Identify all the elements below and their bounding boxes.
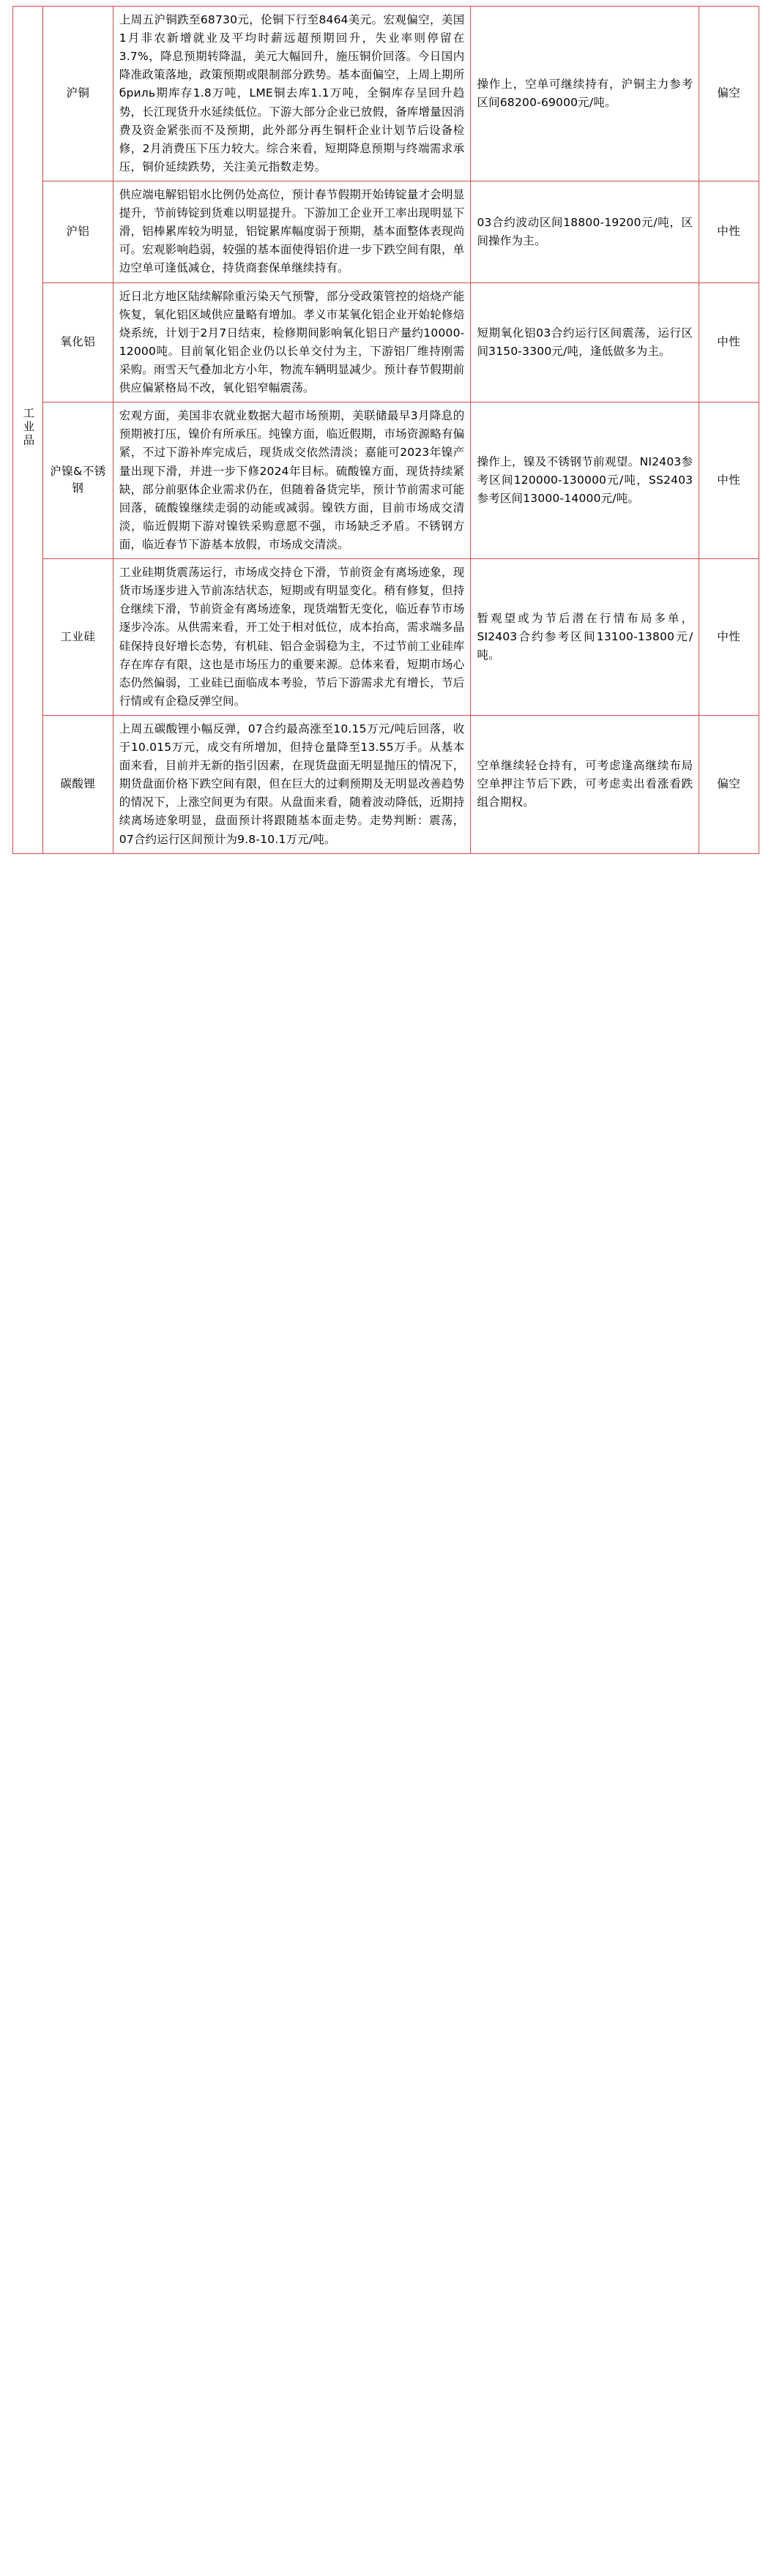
row-view-cell xyxy=(699,282,759,402)
row-name-cell xyxy=(43,7,113,181)
row-view-cell xyxy=(699,181,759,282)
row-analysis-cell xyxy=(113,282,471,402)
row-name-cell xyxy=(43,181,113,282)
row-operation-cell xyxy=(471,559,699,716)
row-name-cell xyxy=(43,715,113,853)
commodity-name: 沪镍&不锈钢 xyxy=(50,464,106,495)
analysis-text: 近日北方地区陆续解除重污染天气预警，部分受政策管控的焙烧产能恢复，氧化铝区域供应量略有增加。孝义市某氧化铝企业开始轮修焙烧系统，计划于2月7日结束，检修期间影响氧化铝日产量约10000-12000吨。目前氧化铝企业仍以长单交付为主，下游铝厂维持刚需采购。雨雪天气叠加北方小年，物流车辆明显减少。预计春节假期前供应偏紧格局不改，氧化铝窄幅震荡。 xyxy=(119,289,465,395)
row-analysis-cell xyxy=(113,181,471,282)
table-row xyxy=(12,715,759,853)
report-table-body xyxy=(12,7,759,854)
operation-text: 03合约波动区间18800-19200元/吨，区间操作为主。 xyxy=(477,215,693,247)
row-name-cell xyxy=(43,559,113,716)
view-label: 中性 xyxy=(717,473,741,487)
analysis-text: 工业硅期货震荡运行，市场成交持仓下滑，节前资金有离场迹象，现货市场逐步进入节前冻结状态，短期或有明显变化。稍有修复，但持仓继续下滑，节前资金有离场迹象，现货端暂无变化，临近春节市场逐步冷冻。从供需来看，开工处于相对低位，成本抬高，需求端多晶硅保持良好增长态势，有机硅、铝合金弱稳为主，不过节前工业硅库存在库存有限，这也是市场压力的重要来源。总体来看，短期市场心态仍然偏弱，工业硅已面临成本考验，节后下游需求尤有增长，节后行情或有企稳反弹空间。 xyxy=(119,566,465,708)
row-operation-cell xyxy=(471,402,699,559)
row-analysis-cell xyxy=(113,715,471,853)
row-operation-cell xyxy=(471,181,699,282)
table-row xyxy=(12,282,759,402)
commodity-name: 沪铝 xyxy=(66,225,90,239)
commodity-name: 沪铜 xyxy=(66,86,90,100)
row-view-cell xyxy=(699,7,759,181)
operation-text: 暂观望或为节后潜在行情布局多单，SI2403合约参考区间13100-13800元/吨。 xyxy=(477,611,693,662)
view-label: 偏空 xyxy=(717,86,741,100)
commodity-name: 工业硅 xyxy=(60,629,96,643)
row-view-cell xyxy=(699,402,759,559)
row-name-cell xyxy=(43,282,113,402)
row-analysis-cell xyxy=(113,7,471,181)
analysis-text: 上周五碳酸锂小幅反弹，07合约最高涨至10.15万元/吨后回落，收于10.015万元，成交有所增加，但持仓量降至13.55万手。从基本面来看，目前并无新的指引因素，在现货盘面无明显抛压的情况下，期货盘面价格下跌空间有限，但在巨大的过剩预期及无明显改善趋势的情况下，上涨空间更为有限。从盘面来看，随着波动降低，近期持续离场迹象明显，盘面预计将跟随基本面走势。走势判断：震荡，07合约运行区间预计为9.8-10.1万元/吨。 xyxy=(119,722,465,846)
view-label: 中性 xyxy=(717,225,741,239)
row-name-cell xyxy=(43,402,113,559)
view-label: 偏空 xyxy=(717,777,741,791)
operation-text: 短期氧化铝03合约运行区间震荡，运行区间3150-3300元/吨，逢低做多为主。 xyxy=(477,326,693,358)
row-operation-cell xyxy=(471,715,699,853)
row-operation-cell xyxy=(471,7,699,181)
commodity-name: 氧化铝 xyxy=(60,335,96,349)
commodity-name: 碳酸锂 xyxy=(60,777,96,791)
commodity-report-table xyxy=(12,6,759,854)
table-row xyxy=(12,7,759,181)
analysis-text: 宏观方面，美国非农就业数据大超市场预期，美联储最早3月降息的预期被打压，镍价有所承压。纯镍方面，临近假期，市场资源略有偏紧，不过下游补库完成后，现货成交依然清淡；嘉能可2023年镍产量出现下滑，并进一步下修2024年目标。硫酸镍方面，现货持续紧缺，部分前驱体企业需求仍在，但随着备货完毕，预计节前需求可能回落，硫酸镍继续走弱的动能或减弱。镍铁方面，目前市场成交清淡，临近假期下游对镍铁采购意愿不强，市场缺乏矛盾。不锈钢方面，临近春节下游基本放假，市场成交清淡。 xyxy=(119,409,465,551)
analysis-text: 供应端电解铝铝水比例仍处高位，预计春节假期开始铸锭量才会明显提升，节前铸锭到货难以明显提升。下游加工企业开工率出现明显下滑，铝棒累库较为明显，铝锭累库幅度弱于预期，基本面整体表现尚可。宏观影响趋弱，较强的基本面使得铝价进一步下跌空间有限，单边空单可逢低减仓，持货商套保单继续持有。 xyxy=(119,187,465,275)
table-row xyxy=(12,559,759,716)
row-view-cell xyxy=(699,559,759,716)
category-group-cell xyxy=(12,7,43,854)
analysis-text: 上周五沪铜跌至68730元，伦铜下行至8464美元。宏观偏空，美国1月非农新增就业及平均时薪远超预期回升，失业率则停留在3.7%，降息预期转降温，美元大幅回升，施压铜价回落。今日国内降准政策落地，政策预期或限制部分跌势。基本面偏空，上周上期所бриль期库存1.8万吨，LME铜去库1.1万吨，全铜库存呈回升趋势，长江现货升水延续低位。下游大部分企业已放假，备库增量因消费及资金紧张而不及预期，此外部分再生铜杆企业计划节后设备检修，2月消费压下压力较大。综合来看，短期降息预期与终端需求承压，铜价延续跌势，关注美元指数走势。 xyxy=(119,13,465,173)
view-label: 中性 xyxy=(717,335,741,349)
table-row xyxy=(12,402,759,559)
category-group-label: 工业品 xyxy=(21,406,35,448)
row-analysis-cell xyxy=(113,402,471,559)
operation-text: 操作上，镍及不锈钢节前观望。NI2403参考区间120000-130000元/吨，SS2403参考区间13000-14000元/吨。 xyxy=(477,454,693,506)
row-operation-cell xyxy=(471,282,699,402)
table-row xyxy=(12,181,759,282)
operation-text: 空单继续轻仓持有，可考虑逢高继续布局空单押注节后下跌，可考虑卖出看涨看跌组合期权。 xyxy=(477,759,693,809)
view-label: 中性 xyxy=(717,629,741,643)
row-view-cell xyxy=(699,715,759,853)
row-analysis-cell xyxy=(113,559,471,716)
operation-text: 操作上，空单可继续持有，沪铜主力参考区间68200-69000元/吨。 xyxy=(477,77,693,109)
